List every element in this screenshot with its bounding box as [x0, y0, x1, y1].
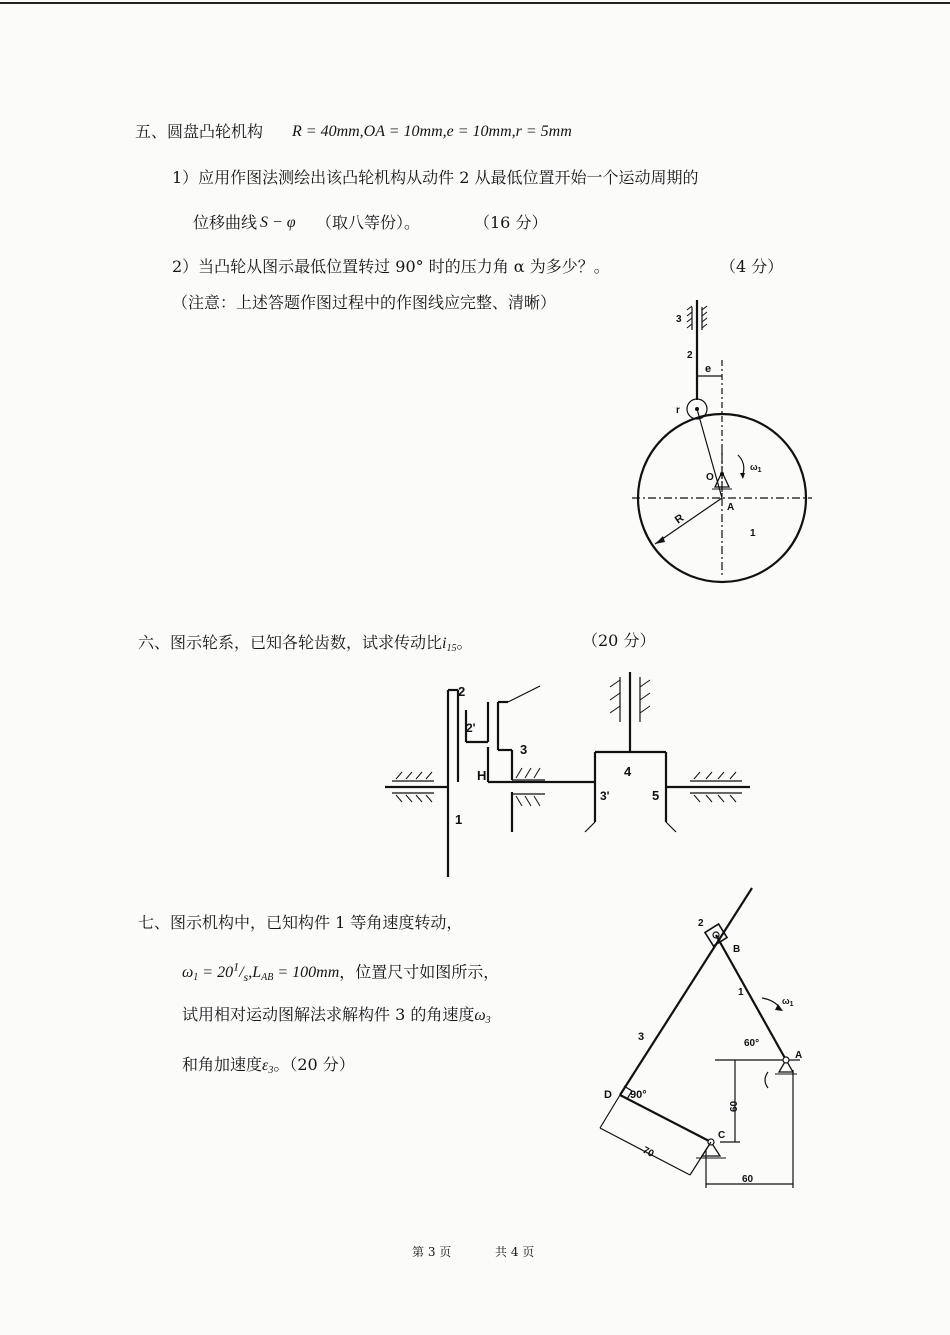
cam-label-1: 1	[750, 528, 756, 539]
q7-line2-tail: ，位置尺寸如图所示，	[339, 962, 500, 982]
q7-omega-formula: $\omega_1 = 20^1/_s,L_{AB} = 100mm$	[182, 960, 340, 985]
gear-label-5: 5	[652, 788, 660, 803]
q5-part1-score: （16 分）	[474, 213, 548, 232]
q7-line1: 七、图示机构中，已知构件 1 等角速度转动，	[138, 913, 463, 932]
omega1-arrow	[738, 455, 744, 474]
gear-label-2p: 2'	[466, 721, 476, 735]
gear-train-figure	[380, 672, 760, 882]
point-label-C: C	[718, 1130, 726, 1141]
gear-label-4: 4	[624, 764, 632, 779]
q7-line4: 和角加速度$\varepsilon_3$。（20 分）	[182, 1055, 355, 1076]
omega1-label: $\omega_1$	[782, 996, 794, 1008]
angle-90-label: 90°	[630, 1089, 647, 1101]
q7-line2	[182, 957, 499, 988]
q5-part1-line2a: 位移曲线	[193, 213, 258, 232]
link-3	[620, 888, 752, 1095]
cam-label-O: O	[706, 472, 714, 483]
point-label-A: A	[795, 1050, 803, 1061]
q5-note: （注意：上述答题作图过程中的作图线应完整、清晰）	[172, 293, 557, 312]
q5-part2: 2）当凸轮从图示最低位置转过 90° 时的压力角 α 为多少？。	[172, 257, 610, 276]
q5-heading: 五、圆盘凸轮机构	[135, 122, 264, 141]
cam-label-A: A	[727, 502, 735, 513]
q5-params: R = 40mm,OA = 10mm,e = 10mm,r = 5mm	[292, 123, 572, 140]
link-label-1: 1	[738, 987, 744, 998]
gear-label-3: 3	[520, 742, 528, 757]
dim-60v: 60	[729, 1100, 740, 1112]
point-label-D: D	[604, 1089, 612, 1101]
gear-label-2: 2	[458, 684, 466, 699]
angle-60-label: 60°	[744, 1038, 760, 1049]
q7-line3: 试用相对运动图解法求解构件 3 的角速度$\omega_3$	[182, 1005, 491, 1026]
linkage-mechanism-figure	[590, 880, 810, 1195]
top-border-line	[0, 2, 950, 4]
gear-label-H: H	[477, 768, 487, 783]
q6-text-main: 六、图示轮系，已知各轮齿数，试求传动比	[138, 633, 443, 652]
cam-label-omega: $\omega_1$	[750, 462, 762, 474]
point-label-B: B	[733, 944, 741, 955]
q5-part2-score: （4 分）	[720, 257, 784, 276]
q6-text-end: 。	[456, 633, 473, 652]
footer-total: 共 4 页	[495, 1245, 535, 1259]
link-DC	[620, 1095, 711, 1142]
dim-70: 70	[640, 1144, 656, 1160]
cam-label-R: R	[672, 512, 687, 527]
cam-label-e: e	[705, 363, 712, 375]
q5-part1-symbol: S − φ	[260, 214, 296, 231]
footer-page: 第 3 页	[412, 1245, 452, 1259]
q5-part1-line1: 1）应用作图法测绘出该凸轮机构从动件 2 从最低位置开始一个运动周期的	[172, 168, 699, 187]
gear-label-1: 1	[455, 812, 463, 827]
q6-symbol: $i_{15}$	[442, 635, 457, 654]
link-label-3: 3	[638, 1031, 645, 1043]
cam-mechanism-figure	[630, 300, 830, 590]
dim-60h: 60	[742, 1174, 754, 1185]
radius-R-line	[655, 498, 722, 544]
q6-score: （20 分）	[582, 631, 656, 650]
cam-label-r: r	[676, 405, 680, 416]
gear-label-3p: 3'	[600, 789, 610, 803]
q5-part1-line2c: （取八等份）。	[316, 213, 421, 232]
link-label-2: 2	[698, 918, 704, 929]
q6-text	[138, 633, 472, 659]
cam-label-2: 2	[687, 350, 693, 361]
cam-label-3: 3	[676, 314, 682, 325]
